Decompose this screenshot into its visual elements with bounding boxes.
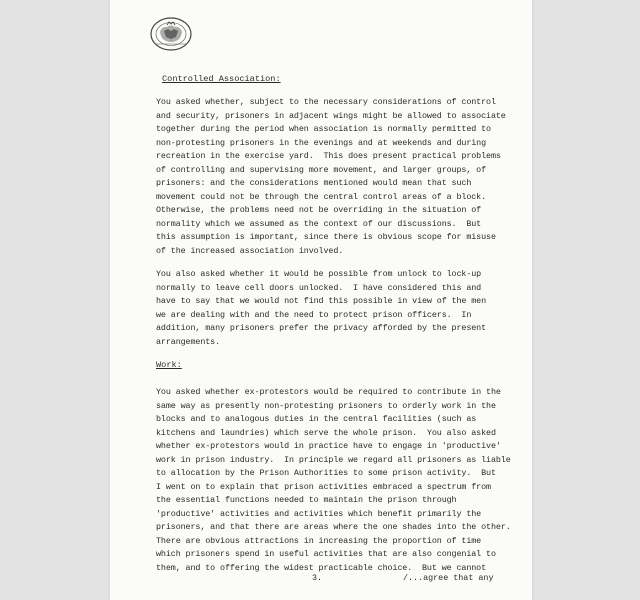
page-number: 3. bbox=[312, 573, 323, 583]
text-line: I went on to explain that prison activities embraced a spectrum from bbox=[156, 481, 491, 492]
text-line: together during the period when association is normally permitted to bbox=[156, 124, 491, 134]
text-line: the essential functions needed to maintain the prison through bbox=[156, 495, 457, 505]
text-line: of controlling and supervising more movement, and larger groups, of bbox=[156, 164, 487, 175]
text-line: You asked whether, subject to the necessary considerations of control bbox=[156, 97, 496, 107]
paragraph-work-1 bbox=[156, 386, 526, 575]
text-line: addition, many prisoners prefer the privacy afforded by the present bbox=[156, 323, 487, 333]
text-line: arrangements. bbox=[156, 336, 221, 347]
text-line: kitchens and laundries) which serve the whole prison. You also asked bbox=[156, 427, 496, 438]
text-line: normally to leave cell doors unlocked. I have considered this and bbox=[156, 282, 482, 293]
text-line: You asked whether ex-protestors would be required to contribute in the bbox=[156, 387, 501, 397]
paragraph-association-2 bbox=[156, 268, 526, 349]
text-line: have to say that we would not find this possible in view of the men bbox=[156, 296, 487, 306]
text-line: prisoners, and that there are areas where the one shades into the other. bbox=[156, 522, 511, 532]
text-line: work in prison industry. In principle we regard all prisoners as liable bbox=[156, 454, 511, 465]
text-line: prisoners: and the considerations mentioned would mean that such bbox=[156, 178, 472, 188]
royal-crest-seal-icon bbox=[148, 14, 194, 54]
section-heading-controlled-association: Controlled Association: bbox=[162, 74, 281, 84]
section-heading-work: Work: bbox=[156, 360, 182, 370]
text-line: You also asked whether it would be possible from unlock to lock-up bbox=[156, 269, 482, 279]
text-line: we are dealing with and the need to protect prison officers. In bbox=[156, 309, 472, 320]
continuation-catchword: /...agree that any bbox=[403, 573, 494, 583]
document-page bbox=[110, 0, 532, 600]
text-line: this assumption is important, since there is obvious scope for misuse bbox=[156, 232, 496, 242]
text-line: Otherwise, the problems need not be overriding in the situation of bbox=[156, 205, 482, 215]
text-line: and security, prisoners in adjacent wings might be allowed to associate bbox=[156, 110, 506, 121]
text-line: to allocation by the Prison Authorities to some prison activity. But bbox=[156, 468, 496, 478]
paragraph-association-1 bbox=[156, 96, 526, 258]
text-line: movement could not be through the central control areas of a block. bbox=[156, 191, 487, 202]
text-line: whether ex-protestors would in practice have to engage in 'productive' bbox=[156, 441, 501, 451]
text-line: 'productive' activities and activities which benefit primarily the bbox=[156, 508, 482, 519]
text-line: There are obvious attractions in increasing the proportion of time bbox=[156, 535, 482, 546]
text-line: which prisoners spend in useful activities that are also congenial to bbox=[156, 549, 496, 559]
text-line: them, and to offering the widest practicable choice. But we cannot bbox=[156, 562, 487, 573]
text-line: non-protesting prisoners in the evenings and at weekends and during bbox=[156, 137, 487, 148]
text-line: blocks and to analogous duties in the central facilities (such as bbox=[156, 414, 477, 424]
text-line: recreation in the exercise yard. This does present practical problems bbox=[156, 151, 501, 161]
text-line: of the increased association involved. bbox=[156, 245, 344, 256]
text-line: same way as presently non-protesting prisoners to orderly work in the bbox=[156, 400, 496, 411]
text-line: normality which we assumed as the context of our discussions. But bbox=[156, 218, 482, 229]
